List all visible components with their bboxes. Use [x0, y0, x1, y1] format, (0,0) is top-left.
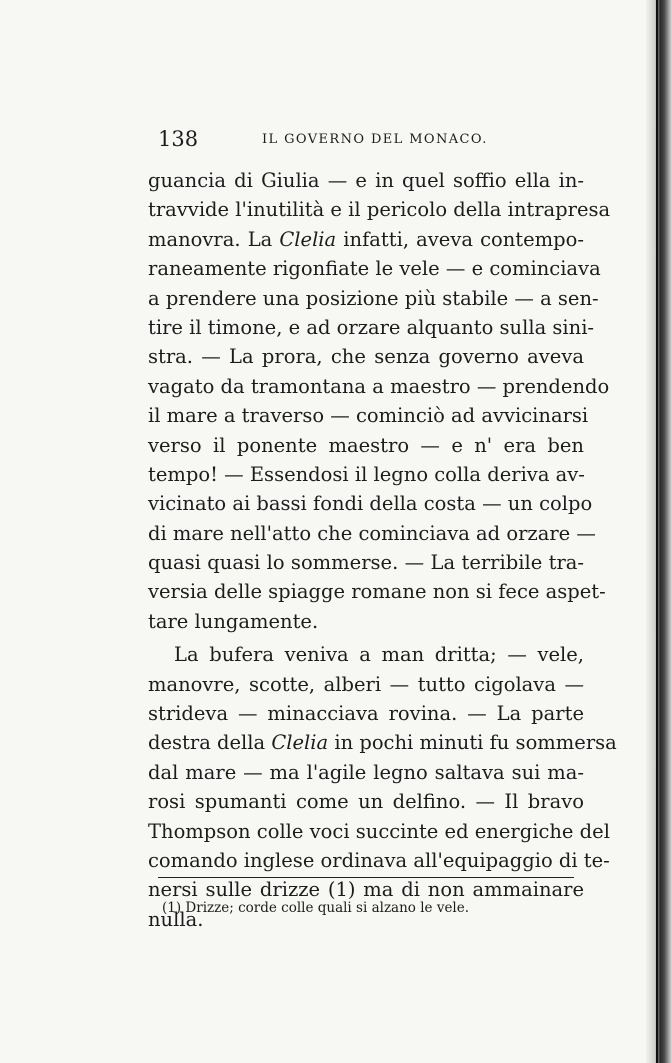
text-line: vicinato ai bassi fondi della costa — un colpo: [148, 492, 593, 516]
text-line: il mare a traverso — cominciò ad avvicinarsi: [148, 404, 589, 428]
footnote: (1) Drizze; corde colle quali si alzano le vele.: [162, 900, 470, 916]
paragraph-start-line: La bufera veniva a man dritta; — vele,: [174, 643, 584, 667]
text-line: strideva — minacciava rovina. — La parte: [148, 702, 584, 726]
page-number: 138: [158, 127, 199, 151]
text-line: a prendere una posizione più stabile — a sen-: [148, 286, 599, 310]
text-line: stra. — La prora, che senza governo aveva: [148, 345, 584, 369]
paragraph-end-line: nulla.: [148, 907, 204, 931]
text-line: di mare nell'atto che cominciava ad orzare —: [148, 521, 596, 545]
text-line: dal mare — ma l'agile legno saltava sui ma-: [148, 760, 584, 784]
text-line: verso il ponente maestro — e n' era ben: [148, 433, 584, 457]
text-line: vagato da tramontana a maestro — prendendo: [148, 374, 610, 398]
text-line: versia delle spiagge romane non si fece aspet-: [148, 580, 606, 604]
text-line: nersi sulle drizze (1) ma di non ammainare: [148, 878, 584, 902]
text-line: manovre, scotte, alberi — tutto cigolava —: [148, 672, 584, 696]
text-line: destra della Clelia in pochi minuti fu sommersa: [148, 731, 617, 755]
paragraph-end-line: tare lungamente.: [148, 609, 319, 633]
text-line: raneamente rigonfiate le vele — e cominciava: [148, 257, 601, 281]
text-line: travvide l'inutilità e il pericolo della intrapresa: [148, 198, 611, 222]
text-line: tempo! — Essendosi il legno colla deriva av-: [148, 462, 585, 486]
text-line: Thompson colle voci succinte ed energiche del: [148, 819, 610, 843]
page-header: [158, 124, 598, 154]
text-line: rosi spumanti come un delfino. — Il bravo: [148, 790, 584, 814]
text-line: comando inglese ordinava all'equipaggio di te-: [148, 848, 610, 872]
text-line: manovra. La Clelia infatti, aveva contempo-: [148, 227, 584, 251]
footnote-divider: [158, 877, 574, 878]
body-text: [148, 166, 617, 934]
text-line: tire il timone, e ad orzare alquanto sulla sini-: [148, 315, 595, 339]
text-line: quasi quasi lo sommerse. — La terribile tra-: [148, 551, 584, 575]
running-head: IL GOVERNO DEL MONACO.: [262, 132, 488, 147]
text-line: guancia di Giulia — e in quel soffio ella in-: [148, 169, 584, 192]
page-edge-line: [656, 0, 658, 1063]
page-edge-shadow: [646, 0, 672, 1063]
